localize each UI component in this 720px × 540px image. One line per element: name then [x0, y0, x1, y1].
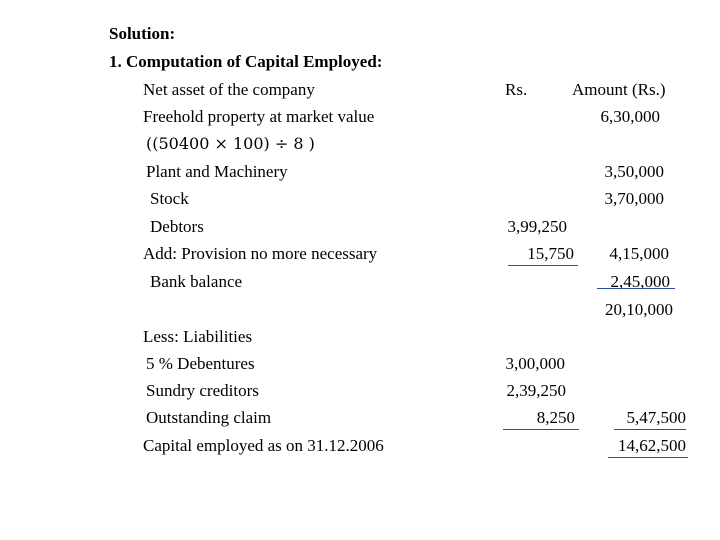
provision-label: Add: Provision no more necessary [143, 244, 378, 263]
claim-rs: 8,250 [536, 408, 575, 427]
liabilities-subtotal-underline [503, 429, 579, 430]
stock-amount: 3,70,000 [604, 189, 664, 208]
stock-label: Stock [150, 189, 189, 208]
freehold-amount: 6,30,000 [600, 107, 660, 126]
provision-amount: 4,15,000 [609, 244, 669, 263]
liabilities-total-underline [614, 429, 686, 430]
debtors-label: Debtors [150, 217, 204, 236]
creditors-rs: 2,39,250 [506, 381, 566, 400]
bank-amount: 2,45,000 [610, 272, 670, 291]
liabilities-label: Less: Liabilities [143, 327, 253, 346]
solution-heading: Solution: [109, 24, 176, 43]
section-title: 1. Computation of Capital Employed: [109, 52, 383, 71]
assets-total: 20,10,000 [605, 300, 673, 319]
assets-total-underline [597, 288, 675, 289]
bank-label: Bank balance [150, 272, 243, 291]
freehold-label: Freehold property at market value [143, 107, 375, 126]
freehold-formula: ((50400 × 100) ÷ 8 ) [146, 134, 315, 153]
capital-employed-underline [608, 457, 688, 458]
debentures-label: 5 % Debentures [146, 354, 255, 373]
debtors-rs: 3,99,250 [507, 217, 567, 236]
capital-employed-amount: 14,62,500 [618, 436, 686, 455]
plant-amount: 3,50,000 [604, 162, 664, 181]
liabilities-total: 5,47,500 [626, 408, 686, 427]
net-asset-label: Net asset of the company [143, 80, 315, 99]
creditors-label: Sundry creditors [146, 381, 259, 400]
debtors-subtotal-underline [508, 265, 578, 266]
amount-column-header: Amount (Rs.) [572, 80, 666, 99]
debentures-rs: 3,00,000 [505, 354, 565, 373]
plant-label: Plant and Machinery [146, 162, 288, 181]
rs-column-header: Rs. [505, 80, 528, 99]
claim-label: Outstanding claim [146, 408, 272, 427]
capital-employed-label: Capital employed as on 31.12.2006 [143, 436, 384, 455]
provision-rs: 15,750 [527, 244, 574, 263]
